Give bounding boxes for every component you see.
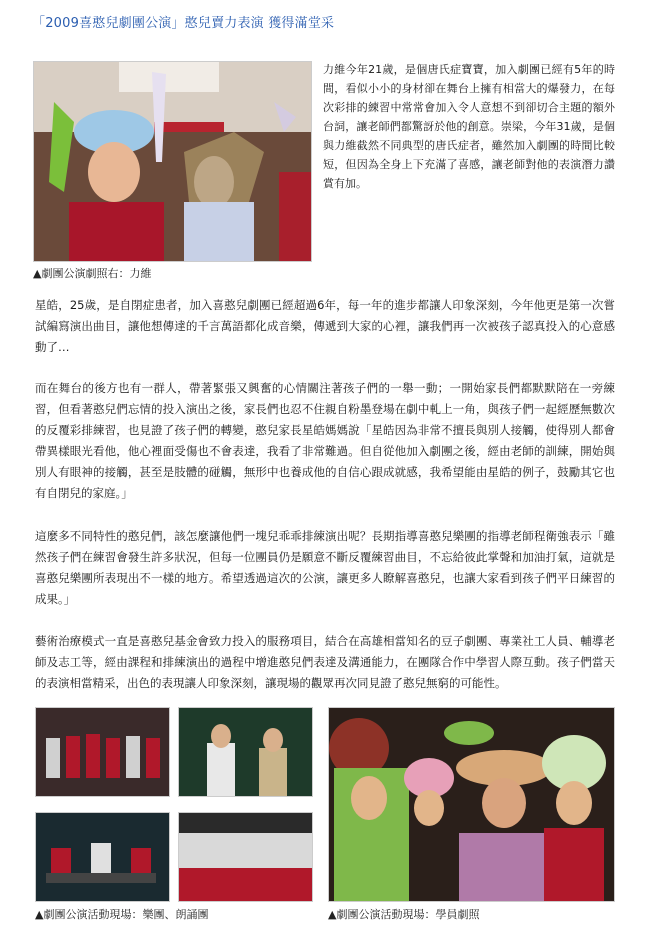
main-photo-caption: ▲劇團公演劇照右：力維 xyxy=(33,267,152,280)
recitation-group-photo xyxy=(178,812,313,902)
paragraph-teacher: 這麼多不同特性的憨兒們，該怎麼讓他們一塊兒乖乖排練演出呢？長期指導喜憨兒樂團的指導老師程衛強表示「雖然孩子們在練習會發生許多狀況，但每一位團員仍是願意不斷反覆練習曲目，不忘給彼此掌聲和加油打氣，這就是喜憨兒樂團所表現出不一樣的地方。希望透過這次的公演，讓更多人瞭解喜憨兒，也讓大家看到孩子們平日練習的成果。」 xyxy=(35,529,615,606)
main-stage-photo xyxy=(33,61,312,262)
band-photo xyxy=(35,707,170,797)
right-group-caption: ▲劇團公演活動現場：學員劇照 xyxy=(328,908,480,921)
left-group-caption: ▲劇團公演活動現場：樂團、朗誦團 xyxy=(35,908,209,921)
page-title: 「2009喜憨兒劇團公演」憨兒賣力表演 獲得滿堂采 xyxy=(32,16,335,31)
intro-paragraph: 力維今年21歲，是個唐氏症寶寶，加入劇團已經有5年的時間，看似小小的身材卻在舞台上擁有相當大的爆發力，在每次彩排的練習中常常會加入令人意想不到卻切合主題的額外台詞，讓老師們都驚訝於他的創意。崇梁，今年31歲，是個與力維截然不同典型的唐氏症者，雖然加入劇團的時間比較短，但因為全身上下充滿了喜感，讓老師對他的表演潛力讚賞有加。 xyxy=(323,63,615,190)
paragraph-parents: 而在舞台的後方也有一群人，帶著緊張又興奮的心情關注著孩子們的一舉一動；一開始家長們都默默陪在一旁練習，但看著憨兒們忘情的投入演出之後，家長們也忍不住親自粉墨登場在劇中軋上一角，與孩子們一起經歷無數次的反覆彩排練習，也見證了孩子們的轉變，憨兒家長星皓媽媽說「星皓因為非常不擅長與別人接觸，使得別人都會帶異樣眼光看他，他心裡面受傷也不會表達，我看了非常難過。但自從他加入劇團之後，經由老師的訓練，開始與別人有眼神的接觸，甚至是肢體的碰觸，無形中也養成他的自信心跟成就感，我希望能由星皓的例子，鼓勵其它也有自閉兒的家庭。」 xyxy=(35,381,615,500)
paragraph-xinghao: 星皓，25歲，是自閉症患者，加入喜憨兒劇團已經超過6年，每一年的進步都讓人印象深刻，今年他更是第一次嘗試編寫演出曲目，讓他想傳達的千言萬語都化成音樂，傳遞到大家的心裡，讓我們再一次被孩子認真投入的心意感動了… xyxy=(35,298,615,354)
drummers-photo xyxy=(35,812,170,902)
paragraph-art-therapy: 藝術治療模式一直是喜憨兒基金會致力投入的服務項目，結合在高雄相當知名的豆子劇團、專業社工人員、輔導老師及志工等，經由課程和排練演出的過程中增進憨兒們表達及溝通能力，在團隊合作中學習人際互動。孩子們當天的表演相當精采，出色的表現讓人印象深刻，讓現場的觀眾再次同見證了憨兒無窮的可能性。 xyxy=(35,634,615,690)
actors-stage-photo xyxy=(178,707,313,797)
student-actors-photo xyxy=(328,707,615,902)
